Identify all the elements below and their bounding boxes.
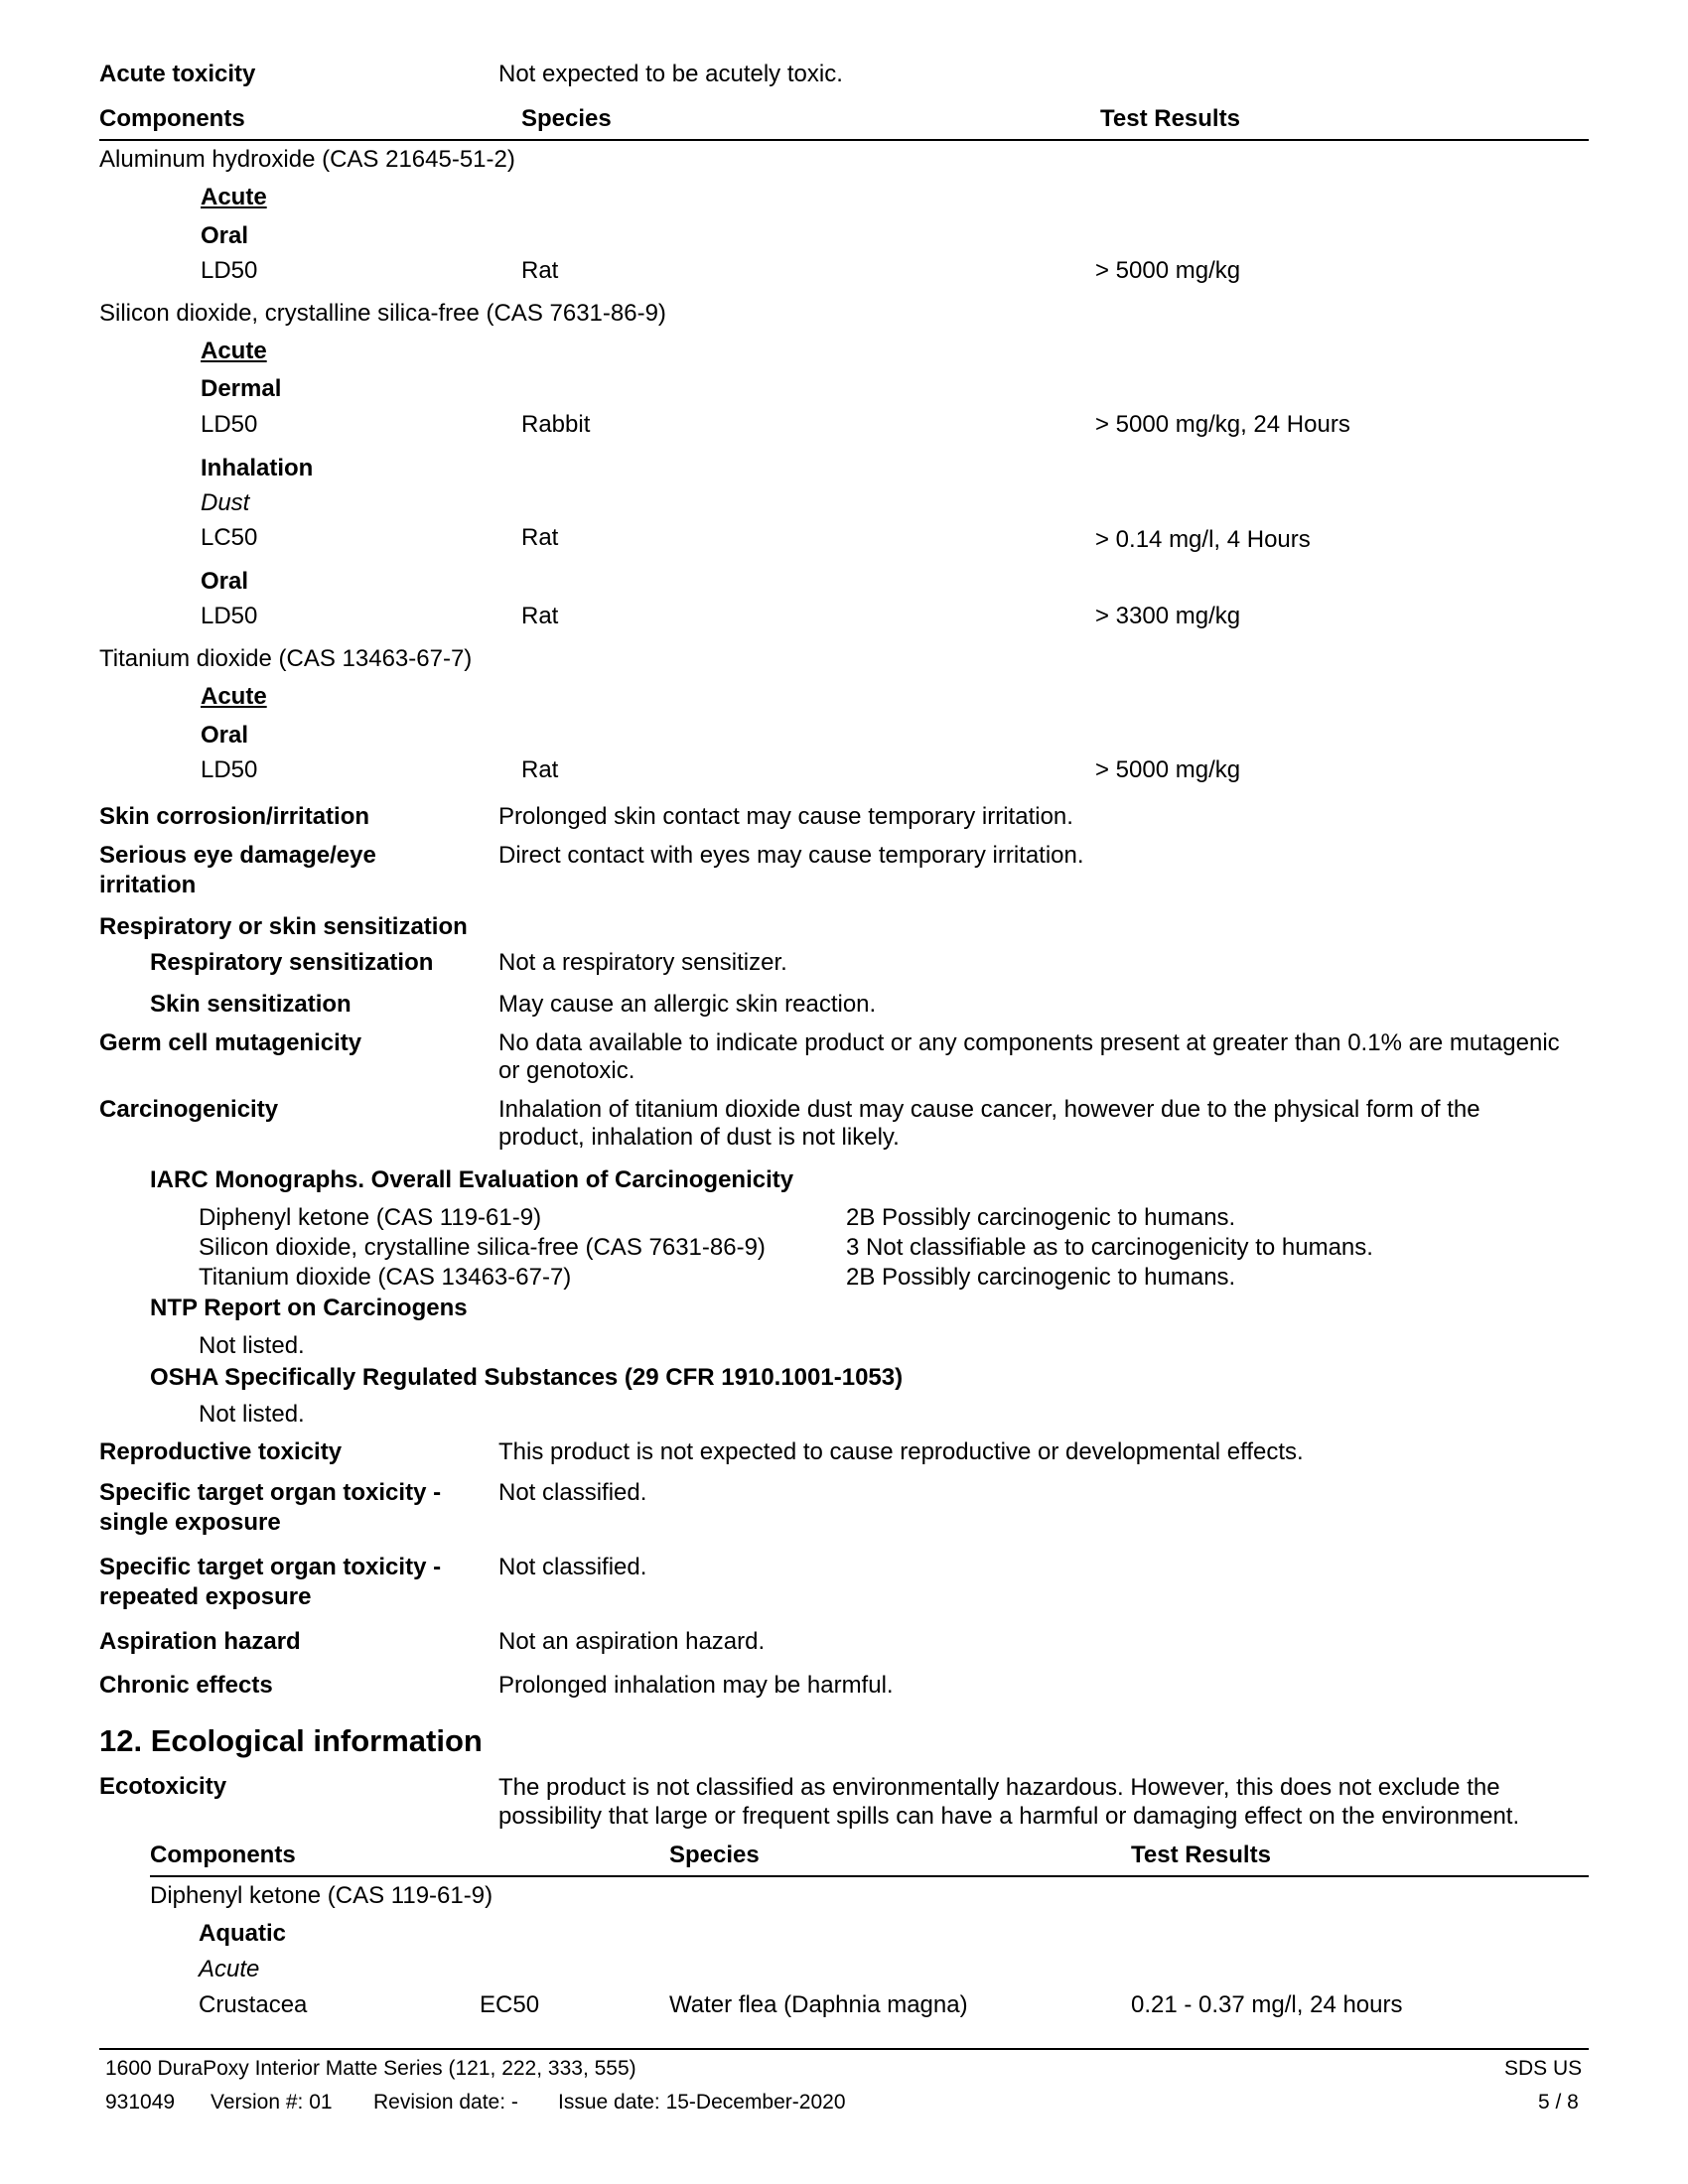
- eye-damage-label: Serious eye damage/eye: [99, 842, 376, 869]
- eco-component-name: Diphenyl ketone (CAS 119-61-9): [150, 1882, 493, 1909]
- osha-heading: OSHA Specifically Regulated Substances (29 CFR 1910.1001-1053): [150, 1364, 904, 1391]
- stot-repeated-value: Not classified.: [498, 1554, 647, 1580]
- footer-version: Version #: 01: [211, 2091, 333, 2114]
- tox-test: LD50: [201, 756, 258, 783]
- skin-sensitization-value: May cause an allergic skin reaction.: [498, 991, 877, 1018]
- iarc-evaluation: 2B Possibly carcinogenic to humans.: [846, 1204, 1236, 1231]
- tox-species: Rabbit: [521, 411, 591, 438]
- iarc-heading: IARC Monographs. Overall Evaluation of Carcinogenicity: [150, 1166, 794, 1193]
- eco-acute-label: Acute: [199, 1956, 260, 1982]
- stot-repeated-label: Specific target organ toxicity -: [99, 1554, 442, 1580]
- eco-type: Crustacea: [199, 1991, 308, 2018]
- tox-test: LC50: [201, 524, 258, 551]
- eye-damage-value: Direct contact with eyes may cause temporary irritation.: [498, 842, 1084, 869]
- skin-sensitization-label: Skin sensitization: [150, 991, 352, 1018]
- tox-acute-label: Acute: [201, 338, 267, 364]
- carcinogenicity-value: Inhalation of titanium dioxide dust may cause cancer, however due to the physical form of the product, inhalation of dust is not likely.: [498, 1096, 1480, 1151]
- section-12-title: 12. Ecological information: [99, 1723, 483, 1758]
- tox-header-components: Components: [99, 105, 245, 132]
- eco-result: 0.21 - 0.37 mg/l, 24 hours: [1131, 1991, 1403, 2018]
- tox-route-label: Dermal: [201, 375, 282, 402]
- tox-route-label: Oral: [201, 722, 249, 749]
- tox-result: > 5000 mg/kg, 24 Hours: [1095, 411, 1350, 438]
- tox-species: Rat: [521, 603, 559, 629]
- tox-header-species: Species: [521, 105, 612, 132]
- tox-component-name: Silicon dioxide, crystalline silica-free (CAS 7631-86-9): [99, 300, 666, 327]
- tox-test: LD50: [201, 411, 258, 438]
- stot-single-label: Specific target organ toxicity -: [99, 1479, 442, 1506]
- iarc-evaluation: 3 Not classifiable as to carcinogenicity to humans.: [846, 1234, 1373, 1261]
- stot-repeated-label: repeated exposure: [99, 1583, 312, 1610]
- tox-component-name: Titanium dioxide (CAS 13463-67-7): [99, 645, 473, 672]
- iarc-component: Titanium dioxide (CAS 13463-67-7): [199, 1264, 572, 1291]
- eco-aquatic-label: Aquatic: [199, 1920, 287, 1947]
- aspiration-label: Aspiration hazard: [99, 1628, 301, 1655]
- tox-result: > 0.14 mg/l, 4 Hours: [1095, 526, 1311, 553]
- tox-acute-label: Acute: [201, 683, 267, 710]
- footer-doc-type: SDS US: [1504, 2057, 1583, 2080]
- eco-header-results: Test Results: [1131, 1842, 1271, 1868]
- tox-header-results: Test Results: [1100, 105, 1240, 132]
- tox-test: LD50: [201, 257, 258, 284]
- acute-toxicity-label: Acute toxicity: [99, 61, 256, 87]
- eco-header-components: Components: [150, 1842, 296, 1868]
- skin-corrosion-label: Skin corrosion/irritation: [99, 803, 370, 830]
- footer-product: 1600 DuraPoxy Interior Matte Series (121, 222, 333, 555): [105, 2057, 636, 2080]
- tox-result: > 5000 mg/kg: [1095, 257, 1241, 284]
- tox-route-label: Oral: [201, 222, 249, 249]
- ntp-heading: NTP Report on Carcinogens: [150, 1295, 468, 1321]
- tox-route-label: Oral: [201, 568, 249, 595]
- iarc-evaluation: 2B Possibly carcinogenic to humans.: [846, 1264, 1236, 1291]
- ntp-value: Not listed.: [199, 1332, 305, 1359]
- footer-code: 931049: [105, 2091, 176, 2114]
- chronic-value: Prolonged inhalation may be harmful.: [498, 1672, 894, 1699]
- iarc-component: Diphenyl ketone (CAS 119-61-9): [199, 1204, 542, 1231]
- eye-damage-label: irritation: [99, 872, 197, 898]
- resp-sensitization-value: Not a respiratory sensitizer.: [498, 949, 787, 976]
- reproductive-value: This product is not expected to cause reproductive or developmental effects.: [498, 1438, 1304, 1465]
- footer-page: 5 / 8: [1538, 2091, 1579, 2114]
- tox-component-name: Aluminum hydroxide (CAS 21645-51-2): [99, 146, 515, 173]
- germ-cell-label: Germ cell mutagenicity: [99, 1029, 362, 1056]
- chronic-label: Chronic effects: [99, 1672, 273, 1699]
- eco-header-species: Species: [669, 1842, 760, 1868]
- germ-cell-value: No data available to indicate product or any components present at greater than 0.1% are mutagenic or genotoxic.: [498, 1029, 1560, 1084]
- tox-species: Rat: [521, 756, 559, 783]
- tox-acute-label: Acute: [201, 184, 267, 210]
- tox-form: Dust: [201, 489, 250, 516]
- reproductive-label: Reproductive toxicity: [99, 1438, 343, 1465]
- iarc-component: Silicon dioxide, crystalline silica-free (CAS 7631-86-9): [199, 1234, 766, 1261]
- carcinogenicity-label: Carcinogenicity: [99, 1096, 279, 1123]
- tox-result: > 3300 mg/kg: [1095, 603, 1241, 629]
- skin-corrosion-value: Prolonged skin contact may cause temporary irritation.: [498, 803, 1073, 830]
- footer-rule: [99, 2048, 1589, 2050]
- tox-species: Rat: [521, 524, 559, 551]
- footer-revision: Revision date: -: [373, 2091, 518, 2114]
- eco-test: EC50: [480, 1991, 540, 2018]
- tox-route-label: Inhalation: [201, 455, 314, 481]
- aspiration-value: Not an aspiration hazard.: [498, 1628, 766, 1655]
- tox-header-rule: [99, 139, 1589, 141]
- footer-issue: Issue date: 15-December-2020: [558, 2091, 846, 2114]
- stot-single-value: Not classified.: [498, 1479, 647, 1506]
- eco-header-rule: [150, 1875, 1589, 1877]
- ecotoxicity-label: Ecotoxicity: [99, 1773, 227, 1800]
- osha-value: Not listed.: [199, 1401, 305, 1428]
- acute-toxicity-value: Not expected to be acutely toxic.: [498, 61, 843, 87]
- eco-species: Water flea (Daphnia magna): [669, 1991, 968, 2018]
- stot-single-label: single exposure: [99, 1509, 281, 1536]
- tox-test: LD50: [201, 603, 258, 629]
- tox-species: Rat: [521, 257, 559, 284]
- ecotoxicity-value: The product is not classified as environmentally hazardous. However, this does not exclude the possibility that large or frequent spills can have a harmful or damaging effect on the environment.: [498, 1774, 1520, 1830]
- sensitization-heading: Respiratory or skin sensitization: [99, 913, 468, 940]
- tox-result: > 5000 mg/kg: [1095, 756, 1241, 783]
- resp-sensitization-label: Respiratory sensitization: [150, 949, 434, 976]
